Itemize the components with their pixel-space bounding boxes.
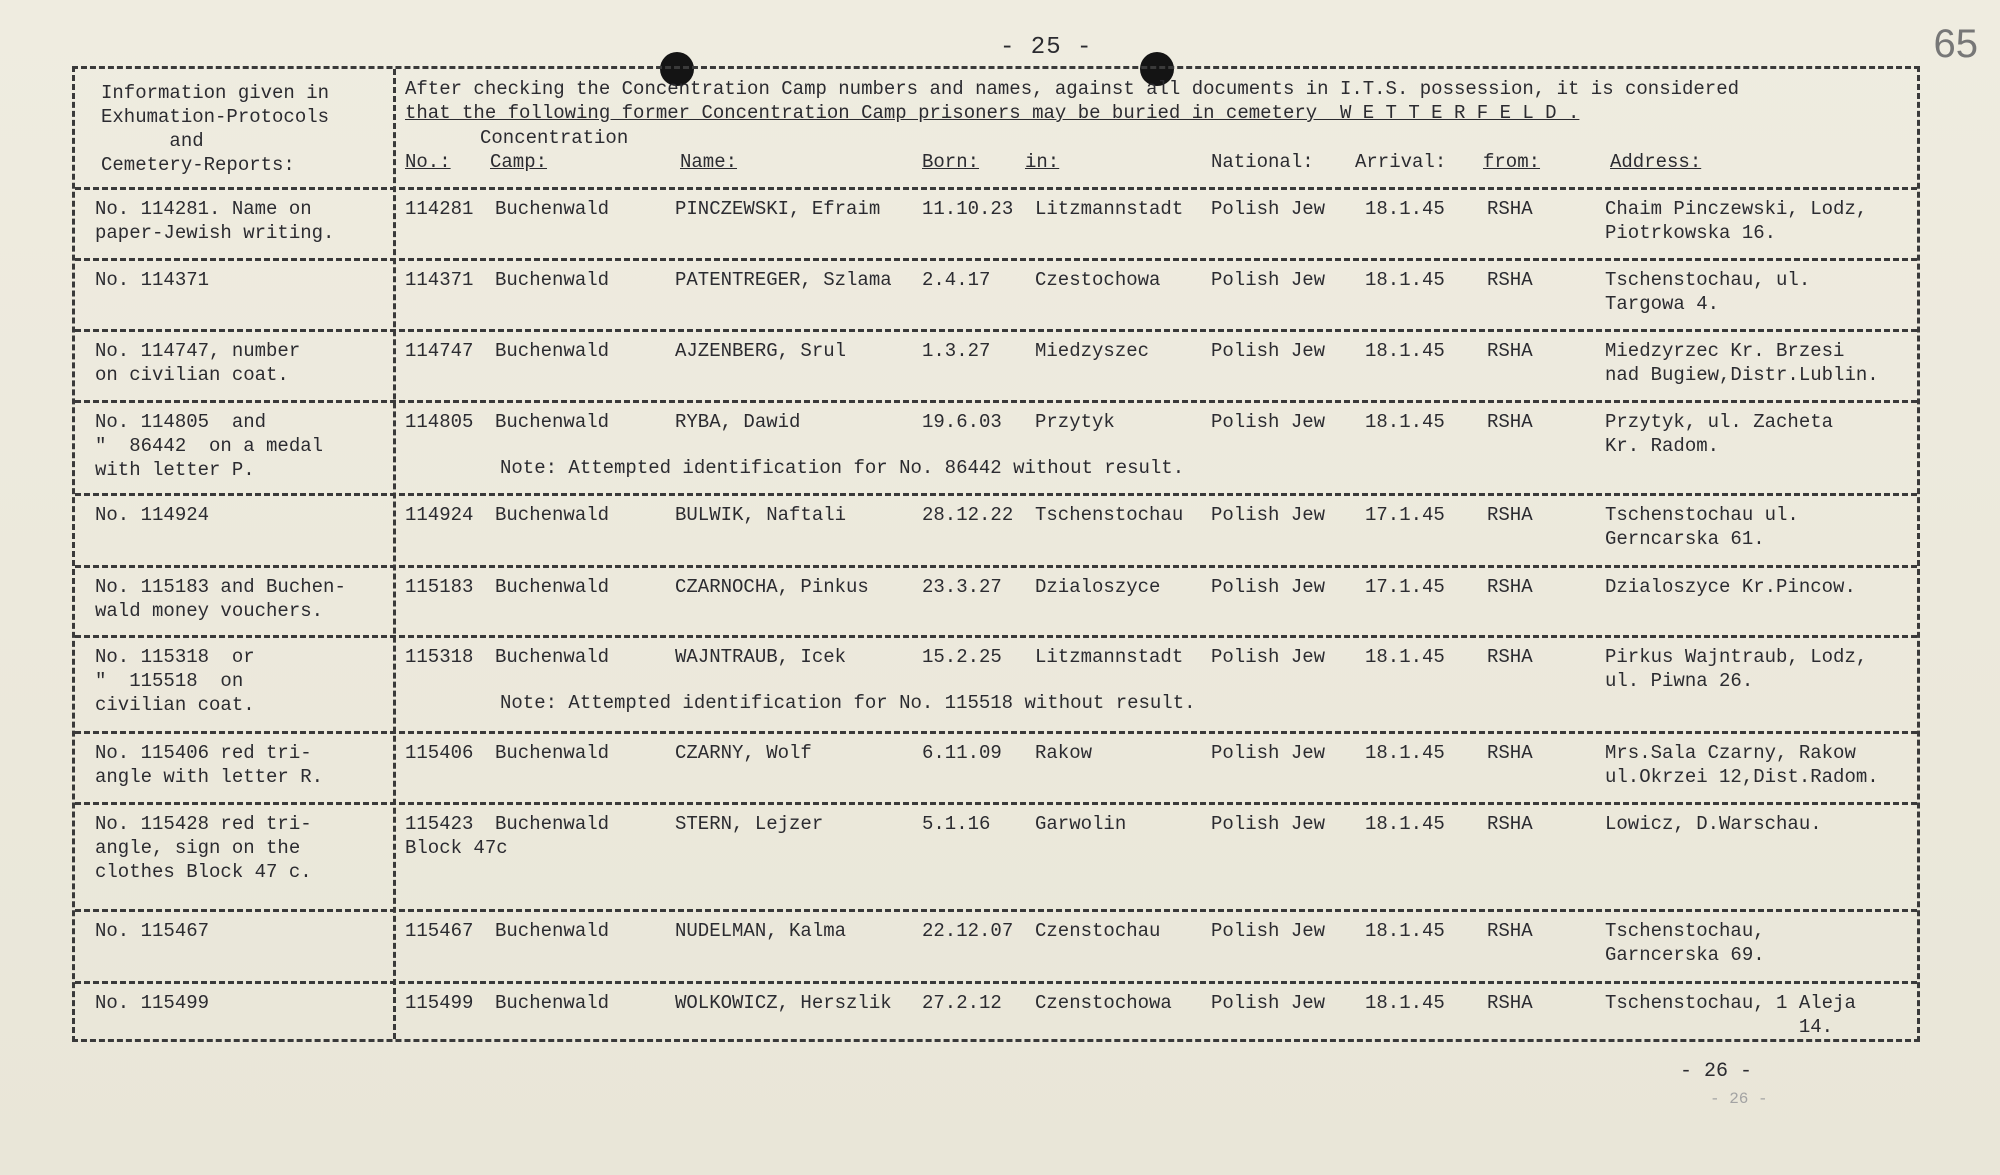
prisoner-name: PATENTREGER, Szlama xyxy=(675,269,892,291)
birth-date: 28.12.22 xyxy=(922,504,1014,526)
nationality: Polish Jew xyxy=(1211,198,1326,220)
row-divider xyxy=(75,731,1917,734)
arrival-date: 18.1.45 xyxy=(1365,198,1445,220)
header-concentration: Concentration xyxy=(480,127,629,149)
prisoner-name: CZARNY, Wolf xyxy=(675,742,812,764)
row-divider xyxy=(75,909,1917,912)
page-number-bottom: - 26 - xyxy=(1680,1060,1753,1083)
transport-from: RSHA xyxy=(1487,646,1533,668)
prisoner-name: STERN, Lejzer xyxy=(675,813,824,835)
camp-name: Buchenwald xyxy=(495,198,610,220)
birth-date: 1.3.27 xyxy=(922,340,991,362)
arrival-date: 18.1.45 xyxy=(1365,411,1445,433)
record-number: 114281 xyxy=(405,198,474,220)
exhumation-info: No. 115428 red tri- angle, sign on the clothes Block 47 c. xyxy=(95,813,312,883)
exhumation-info: No. 115499 xyxy=(95,992,210,1014)
transport-from: RSHA xyxy=(1487,813,1533,835)
address: Tschenstochau, Garncerska 69. xyxy=(1605,920,1765,966)
birth-date: 22.12.07 xyxy=(922,920,1014,942)
nationality: Polish Jew xyxy=(1211,920,1326,942)
records-table xyxy=(72,66,1920,1042)
address: Pirkus Wajntraub, Lodz, ul. Piwna 26. xyxy=(1605,646,1868,692)
address: Miedzyrzec Kr. Brzesi nad Bugiew,Distr.Lublin. xyxy=(1605,340,1879,386)
row-divider xyxy=(75,400,1917,403)
nationality: Polish Jew xyxy=(1211,576,1326,598)
arrival-date: 18.1.45 xyxy=(1365,646,1445,668)
birth-date: 5.1.16 xyxy=(922,813,991,835)
birth-place: Litzmannstadt xyxy=(1035,198,1184,220)
record-number: 114371 xyxy=(405,269,474,291)
arrival-date: 18.1.45 xyxy=(1365,742,1445,764)
prisoner-name: AJZENBERG, Srul xyxy=(675,340,847,362)
record-number: 115318 xyxy=(405,646,474,668)
camp-name: Buchenwald xyxy=(495,504,610,526)
arrival-date: 18.1.45 xyxy=(1365,269,1445,291)
header-statement-line1: After checking the Concentration Camp numbers and names, against all documents in I.T.S. possession, it is considered xyxy=(405,78,1740,100)
record-number: 115467 xyxy=(405,920,474,942)
col-from: from: xyxy=(1483,151,1541,173)
birth-date: 15.2.25 xyxy=(922,646,1002,668)
col-camp: Camp: xyxy=(490,151,548,173)
transport-from: RSHA xyxy=(1487,576,1533,598)
col-name: Name: xyxy=(680,151,738,173)
birth-date: 19.6.03 xyxy=(922,411,1002,433)
birth-date: 6.11.09 xyxy=(922,742,1002,764)
exhumation-info: No. 114281. Name on paper-Jewish writing. xyxy=(95,198,335,244)
identification-note: Note: Attempted identification for No. 115518 without result. xyxy=(500,692,1196,714)
birth-place: Litzmannstadt xyxy=(1035,646,1184,668)
record-number: 115406 xyxy=(405,742,474,764)
prisoner-name: RYBA, Dawid xyxy=(675,411,801,433)
camp-name: Buchenwald xyxy=(495,813,610,835)
arrival-date: 18.1.45 xyxy=(1365,340,1445,362)
page-number-top: - 25 - xyxy=(1000,34,1093,61)
header-info-label: Information given in Exhumation-Protocols and Cemetery-Reports: xyxy=(101,82,330,176)
row-divider xyxy=(75,635,1917,638)
nationality: Polish Jew xyxy=(1211,646,1326,668)
transport-from: RSHA xyxy=(1487,992,1533,1014)
row-divider xyxy=(75,258,1917,261)
col-in: in: xyxy=(1025,151,1060,173)
address: Przytyk, ul. Zacheta Kr. Radom. xyxy=(1605,411,1834,457)
arrival-date: 18.1.45 xyxy=(1365,992,1445,1014)
exhumation-info: No. 114924 xyxy=(95,504,210,526)
nationality: Polish Jew xyxy=(1211,411,1326,433)
transport-from: RSHA xyxy=(1487,198,1533,220)
address: Tschenstochau ul. Gerncarska 61. xyxy=(1605,504,1799,550)
nationality: Polish Jew xyxy=(1211,269,1326,291)
nationality: Polish Jew xyxy=(1211,504,1326,526)
row-divider xyxy=(75,187,1917,190)
exhumation-info: No. 115183 and Buchen- wald money vouchers. xyxy=(95,576,346,622)
record-number: 115499 xyxy=(405,992,474,1014)
address: Mrs.Sala Czarny, Rakow ul.Okrzei 12,Dist.Radom. xyxy=(1605,742,1879,788)
address: Chaim Pinczewski, Lodz, Piotrkowska 16. xyxy=(1605,198,1868,244)
col-no: No.: xyxy=(405,151,451,173)
record-number: 114924 xyxy=(405,504,474,526)
camp-name: Buchenwald xyxy=(495,646,610,668)
prisoner-name: PINCZEWSKI, Efraim xyxy=(675,198,881,220)
exhumation-info: No. 114371 xyxy=(95,269,210,291)
transport-from: RSHA xyxy=(1487,504,1533,526)
record-number: 114747 xyxy=(405,340,474,362)
birth-place: Przytyk xyxy=(1035,411,1115,433)
birth-place: Tschenstochau xyxy=(1035,504,1184,526)
col-arrival: Arrival: xyxy=(1355,151,1447,173)
exhumation-info: No. 115318 or " 115518 on civilian coat. xyxy=(95,646,255,716)
col-national: National: xyxy=(1211,151,1314,173)
page-number-faint: - 26 - xyxy=(1710,1090,1768,1108)
birth-place: Rakow xyxy=(1035,742,1093,764)
arrival-date: 17.1.45 xyxy=(1365,504,1445,526)
birth-place: Czestochowa xyxy=(1035,269,1161,291)
birth-place: Miedzyszec xyxy=(1035,340,1150,362)
row-divider xyxy=(75,802,1917,805)
col-born: Born: xyxy=(922,151,980,173)
record-number: 115423 Block 47c xyxy=(405,813,508,859)
transport-from: RSHA xyxy=(1487,269,1533,291)
row-divider xyxy=(75,565,1917,568)
birth-place: Garwolin xyxy=(1035,813,1127,835)
stamped-page-number: 65 xyxy=(1933,22,1978,66)
birth-place: Czenstochowa xyxy=(1035,992,1172,1014)
record-number: 114805 xyxy=(405,411,474,433)
birth-place: Czenstochau xyxy=(1035,920,1161,942)
col-address: Address: xyxy=(1610,151,1702,173)
row-divider xyxy=(75,329,1917,332)
arrival-date: 18.1.45 xyxy=(1365,813,1445,835)
prisoner-name: BULWIK, Naftali xyxy=(675,504,847,526)
prisoner-name: WOLKOWICZ, Herszlik xyxy=(675,992,892,1014)
nationality: Polish Jew xyxy=(1211,992,1326,1014)
record-number: 115183 xyxy=(405,576,474,598)
row-divider xyxy=(75,981,1917,984)
birth-place: Dzialoszyce xyxy=(1035,576,1161,598)
transport-from: RSHA xyxy=(1487,411,1533,433)
prisoner-name: NUDELMAN, Kalma xyxy=(675,920,847,942)
address: Tschenstochau, ul. Targowa 4. xyxy=(1605,269,1811,315)
prisoner-name: WAJNTRAUB, Icek xyxy=(675,646,847,668)
transport-from: RSHA xyxy=(1487,742,1533,764)
birth-date: 27.2.12 xyxy=(922,992,1002,1014)
header-statement-line2: that the following former Concentration Camp prisoners may be buried in cemetery W E T T E R F E L D . xyxy=(405,102,1580,124)
camp-name: Buchenwald xyxy=(495,920,610,942)
row-divider xyxy=(75,493,1917,496)
address: Dzialoszyce Kr.Pincow. xyxy=(1605,576,1856,598)
arrival-date: 18.1.45 xyxy=(1365,920,1445,942)
camp-name: Buchenwald xyxy=(495,576,610,598)
exhumation-info: No. 114805 and " 86442 on a medal with letter P. xyxy=(95,411,324,481)
camp-name: Buchenwald xyxy=(495,269,610,291)
column-divider xyxy=(393,69,396,1039)
nationality: Polish Jew xyxy=(1211,813,1326,835)
birth-date: 2.4.17 xyxy=(922,269,991,291)
identification-note: Note: Attempted identification for No. 86442 without result. xyxy=(500,457,1185,479)
camp-name: Buchenwald xyxy=(495,340,610,362)
camp-name: Buchenwald xyxy=(495,411,610,433)
prisoner-name: CZARNOCHA, Pinkus xyxy=(675,576,869,598)
exhumation-info: No. 114747, number on civilian coat. xyxy=(95,340,301,386)
nationality: Polish Jew xyxy=(1211,340,1326,362)
transport-from: RSHA xyxy=(1487,920,1533,942)
exhumation-info: No. 115406 red tri- angle with letter R. xyxy=(95,742,324,788)
nationality: Polish Jew xyxy=(1211,742,1326,764)
birth-date: 23.3.27 xyxy=(922,576,1002,598)
camp-name: Buchenwald xyxy=(495,992,610,1014)
address: Lowicz, D.Warschau. xyxy=(1605,813,1822,835)
transport-from: RSHA xyxy=(1487,340,1533,362)
camp-name: Buchenwald xyxy=(495,742,610,764)
exhumation-info: No. 115467 xyxy=(95,920,210,942)
address: Tschenstochau, 1 Aleja 14. xyxy=(1605,992,1856,1038)
birth-date: 11.10.23 xyxy=(922,198,1014,220)
arrival-date: 17.1.45 xyxy=(1365,576,1445,598)
